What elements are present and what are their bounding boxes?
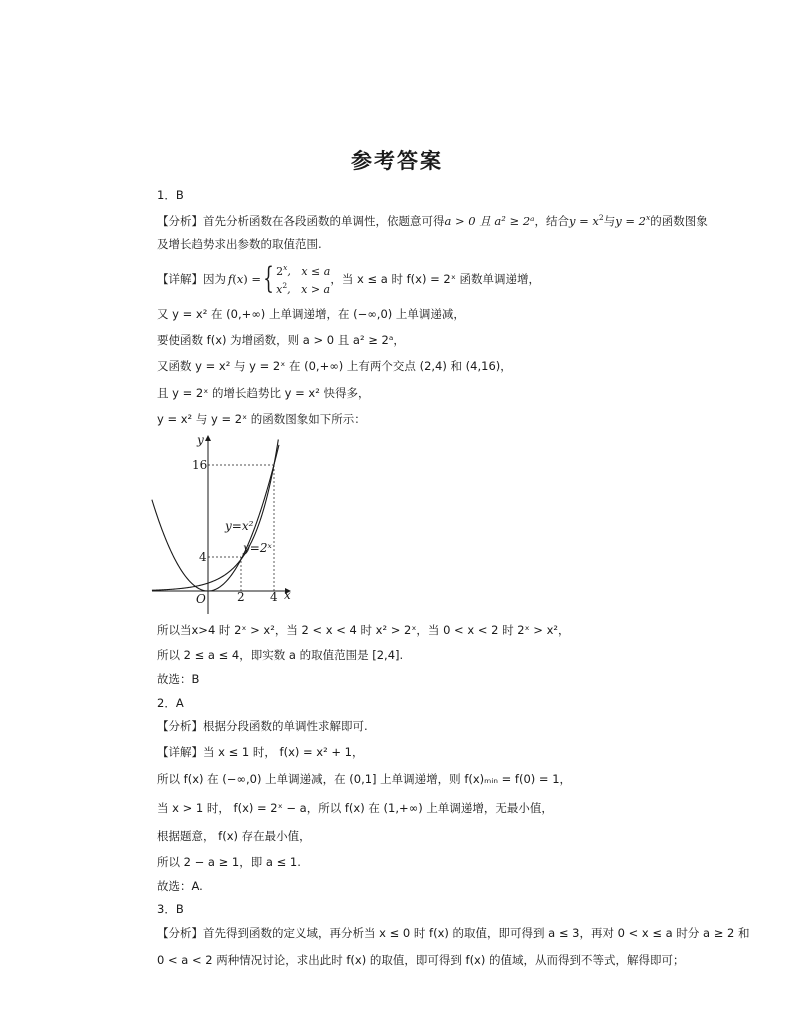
q1-line-d: 且 y = 2ˣ 的增长趋势比 y = x² 快得多， [157, 386, 370, 400]
q1-line-g: 所以 2 ≤ a ≤ 4，即实数 a 的取值范围是 [2,4]. [157, 648, 404, 662]
q2-line-d: 根据题意， f(x) 存在最小值， [157, 829, 311, 843]
tick-label-4-x: 4 [270, 590, 278, 604]
q3-answer: 3．B [157, 902, 184, 916]
analysis-tag: 【分析】 [157, 214, 203, 228]
detail-text-1: 因为 [203, 272, 226, 286]
detail-tag: 【详解】 [157, 272, 203, 286]
y-axis-label: y [197, 433, 204, 447]
q1-line-b: 要使函数 f(x) 为增函数，则 a > 0 且 a² ≥ 2ᵃ， [157, 333, 405, 347]
q1-analysis-line2: 及增长趋势求出参数的取值范围. [157, 237, 322, 251]
q2-line-c: 当 x > 1 时， f(x) = 2ˣ − a，所以 f(x) 在 (1,+∞) 上单调递增，无最小值， [157, 801, 553, 815]
analysis-condition: a > 0 且 a² ≥ 2ᵃ [444, 214, 535, 228]
q1-line-c: 又函数 y = x² 与 y = 2ˣ 在 (0,+∞) 上有两个交点 (2,4) 和 (4,16)， [157, 359, 512, 373]
q2-answer: 2．A [157, 696, 184, 710]
piecewise-x: ( [232, 272, 237, 286]
q1-analysis-line1 [157, 211, 708, 228]
x-axis-label: x [284, 588, 291, 602]
q2-analysis: 【分析】根据分段函数的单调性求解即可. [157, 719, 368, 733]
formula-y-x2: $y = x^2$ [568, 213, 604, 228]
piecewise-cases: 2$^x$, x ≤ a $x^2$, x > a [276, 263, 331, 296]
q2-line-e: 所以 2 − a ≥ 1，即 a ≤ 1. [157, 855, 301, 869]
q1-answer: 1．B [157, 188, 184, 202]
piecewise-function [261, 261, 330, 297]
analysis-text-1: 首先分析函数在各段函数的单调性，依题意可得 [203, 214, 445, 228]
piecewise-fx: f [228, 272, 233, 286]
tick-label-16: 16 [192, 458, 208, 472]
origin-label: O [196, 592, 206, 606]
detail-text-2: ，当 x ≤ a 时 f(x) = 2ˣ 函数单调递增， [330, 272, 540, 286]
label-two-power-x: y=2ˣ [243, 541, 272, 555]
q1-line-a: 又 y = x² 在 (0,+∞) 上单调递增，在 (−∞,0) 上单调递减， [157, 307, 465, 321]
page-title: 参考答案 [351, 149, 443, 173]
analysis-text-2: ，结合 [534, 214, 569, 228]
formula-y-2x: $y = 2^x$ [615, 213, 651, 228]
q2-line-a: 【详解】当 x ≤ 1 时， f(x) = x² + 1， [157, 745, 364, 759]
q3-analysis-line2: 0 < a < 2 两种情况讨论，求出此时 f(x) 的取值，即可得到 f(x) 的值域，从而得到不等式，解得即可； [157, 953, 685, 967]
tick-label-2: 2 [237, 590, 245, 604]
q1-line-h: 故选：B [157, 672, 200, 686]
analysis-text-4: 的函数图象 [650, 214, 708, 228]
function-graph [150, 432, 300, 617]
q1-detail-line1: 【详解】 因为 f ( x ) = { 2$^x$, x ≤ a $x^2$, x > a ，当 x ≤ a 时 f(x) = 2ˣ 函数单调递增， [157, 261, 540, 296]
brace-icon: { [263, 261, 274, 296]
q3-analysis-line1: 【分析】首先得到函数的定义域，再分析当 x ≤ 0 时 f(x) 的取值，即可得到 a ≤ 3，再对 0 < x ≤ a 时分 a ≥ 2 和 [157, 926, 750, 940]
q1-line-e: y = x² 与 y = 2ˣ 的函数图象如下所示： [157, 412, 366, 426]
q2-line-f: 故选：A. [157, 879, 203, 893]
q2-line-b: 所以 f(x) 在 (−∞,0) 上单调递减，在 (0,1] 上单调递增，则 f(x)ₘᵢₙ = f(0) = 1， [157, 772, 572, 786]
tick-label-4-y: 4 [199, 550, 207, 564]
label-x-squared: y=x² [225, 519, 254, 533]
analysis-text-3: 与 [603, 214, 616, 228]
q1-line-f: 所以当x>4 时 2ˣ > x²，当 2 < x < 4 时 x² > 2ˣ，当 0 < x < 2 时 2ˣ > x²， [157, 623, 570, 637]
curve-x-squared [152, 445, 279, 591]
